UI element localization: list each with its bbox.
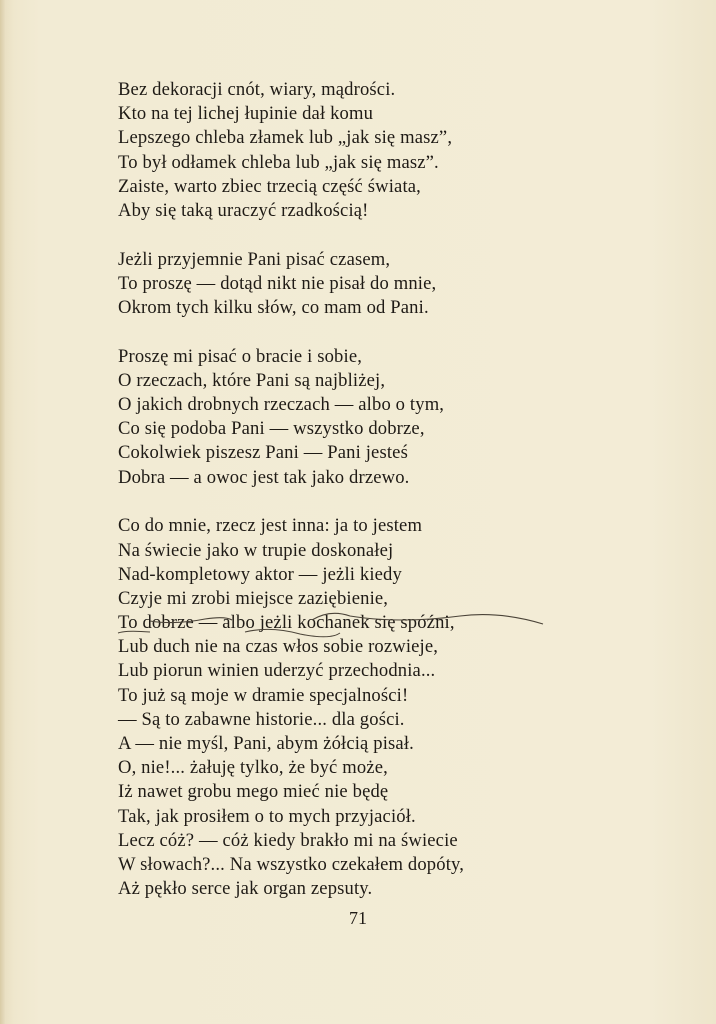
- poem-line: Lub piorun winien uderzyć przechodnia...: [118, 660, 436, 682]
- poem-line: Proszę mi pisać o bracie i sobie,: [118, 345, 363, 367]
- poem-line: Cokolwiek piszesz Pani — Pani jesteś: [118, 442, 408, 464]
- poem-line: O jakich drobnych rzeczach — albo o tym,: [118, 394, 445, 416]
- poem-line: To dobrze — albo jeżli kochanek się spóźni,: [118, 612, 455, 634]
- poem-line: Kto na tej lichej łupinie dał komu: [118, 103, 374, 125]
- poem-line: Lecz cóż? — cóż kiedy brakło mi na świecie: [118, 829, 458, 851]
- poem-line: Co do mnie, rzecz jest inna: ja to jestem: [118, 515, 423, 537]
- page-number: 71: [349, 908, 367, 928]
- poem-line: Iż nawet grobu mego mieć nie będę: [118, 781, 389, 803]
- poem-line: Nad-kompletowy aktor — jeżli kiedy: [118, 563, 402, 585]
- poem-line: Lepszego chleba złamek lub „jak się masz”,: [118, 127, 453, 149]
- poem-line: O, nie!... żałuję tylko, że być może,: [118, 757, 388, 779]
- poem-line: Lub duch nie na czas włos sobie rozwieje,: [118, 636, 439, 658]
- poem-text: [118, 78, 558, 926]
- poem-line: To już są moje w dramie specjalności!: [118, 684, 409, 706]
- poem-line: Jeżli przyjemnie Pani pisać czasem,: [118, 248, 391, 270]
- stanza-2: [118, 248, 558, 321]
- poem-line: Aby się taką uraczyć rzadkością!: [118, 199, 369, 221]
- poem-line: To proszę — dotąd nikt nie pisał do mnie,: [118, 272, 437, 294]
- poem-line: Czyje mi zrobi miejsce zaziębienie,: [118, 587, 389, 609]
- poem-line: Tak, jak prosiłem o to mych przyjaciół.: [118, 805, 416, 827]
- poem-line: A — nie myśl, Pani, abym żółcią pisał.: [118, 733, 414, 754]
- stanza-4: [118, 514, 558, 901]
- poem-line: O rzeczach, które Pani są najbliżej,: [118, 369, 386, 391]
- poem-line: Na świecie jako w trupie doskonałej: [118, 539, 394, 561]
- binding-edge: [0, 0, 6, 1024]
- poem-line: — Są to zabawne historie... dla gości.: [118, 708, 405, 730]
- stanza-1: [118, 78, 558, 223]
- poem-line: Dobra — a owoc jest tak jako drzewo.: [118, 466, 410, 488]
- poem-line: Bez dekoracji cnót, wiary, mądrości.: [118, 79, 396, 100]
- poem-line: W słowach?... Na wszystko czekałem dopóty,: [118, 853, 465, 875]
- poem-line: Aż pękło serce jak organ zepsuty.: [118, 878, 373, 900]
- poem-line: Zaiste, warto zbiec trzecią część świata,: [118, 175, 421, 197]
- stanza-3: [118, 345, 558, 490]
- poem-line: To był odłamek chleba lub „jak się masz”.: [118, 151, 439, 173]
- poem-line: Co się podoba Pani — wszystko dobrze,: [118, 418, 425, 440]
- poem-line: Okrom tych kilku słów, co mam od Pani.: [118, 297, 429, 318]
